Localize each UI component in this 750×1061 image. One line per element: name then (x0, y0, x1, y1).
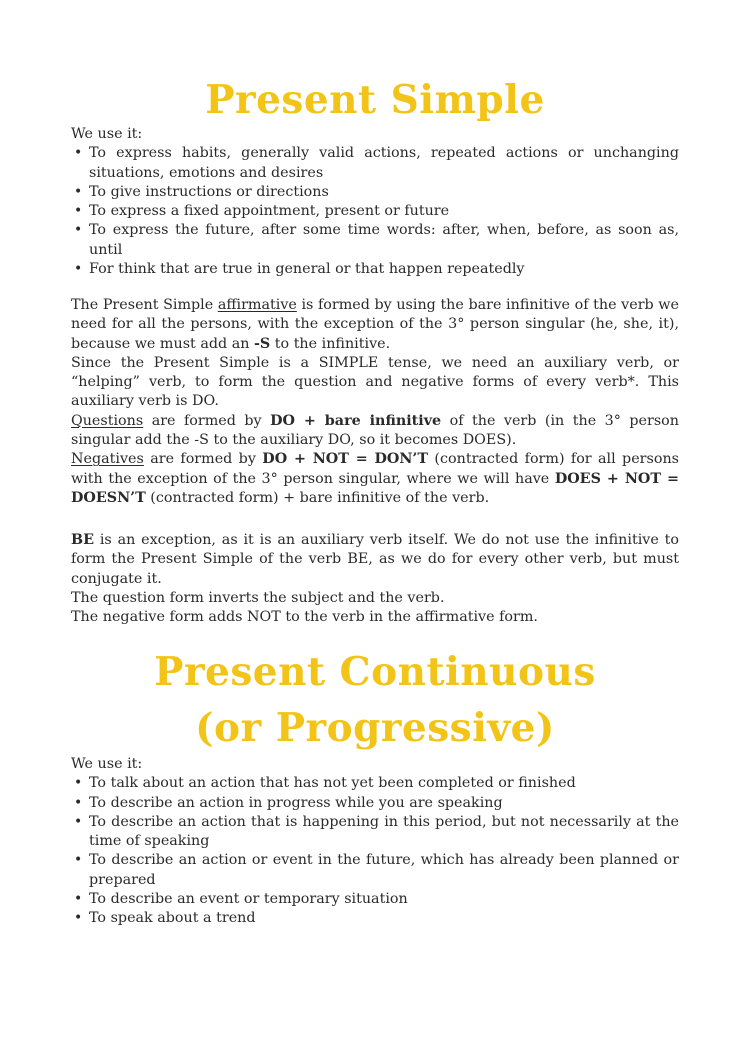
list-item: • To describe an action in progress while you are speaking (71, 794, 679, 813)
list-item: • To express the future, after some time words: after, when, before, as soon as, until (71, 221, 679, 260)
list-item: • To describe an action or event in the future, which has already been planned or prepared (71, 851, 679, 890)
present-simple-uses-list (71, 144, 679, 279)
auxiliary-paragraph: Since the Present Simple is a SIMPLE tense, we need an auxiliary verb, or “helping” verb, to form the question and negative forms of every verb*. This auxiliary verb is DO. (71, 354, 679, 410)
present-simple-title: Present Simple (205, 77, 545, 123)
list-item: • To express habits, generally valid actions, repeated actions or unchanging situations, emotions and desires (71, 144, 679, 183)
text-run: of the verb (in the 3° person singular add the -S to the auxiliary DO, so it becomes DOES). (71, 412, 679, 449)
be-paragraph (71, 531, 679, 589)
list-item: • To express a fixed appointment, present or future (71, 202, 679, 221)
text-run: is an exception, as it is an auxiliary verb itself. We do not use the infinitive to form the Present Simple of the verb BE, as we do for every other verb, but must conjugate it. (71, 532, 679, 587)
list-item: • To describe an event or temporary situation (71, 890, 679, 909)
negative-third-person-formula: DOES + NOT = DOESN’T (71, 470, 679, 506)
present-continuous-uses-section (71, 755, 679, 929)
questions-term: Questions (71, 412, 144, 429)
text-run: is formed by using the bare infinitive of the verb we need for all the persons, with the exception of the 3° person singular (he, she, it), because we must add an (71, 297, 679, 352)
be-exception-section (71, 531, 679, 627)
negatives-paragraph (71, 450, 679, 508)
negatives-term: Negatives (71, 451, 144, 468)
question-formula: DO + bare infinitive (270, 412, 442, 429)
present-simple-uses-section (71, 125, 679, 279)
questions-paragraph (71, 412, 679, 451)
list-item: • To talk about an action that has not yet been completed or finished (71, 774, 679, 793)
present-continuous-uses-list (71, 774, 679, 928)
present-continuous-title-line2: (or Progressive) (195, 705, 555, 751)
present-simple-formation-section (71, 296, 679, 508)
list-item: • For think that are true in general or that happen repeatedly (71, 260, 679, 279)
be-term: BE (71, 532, 94, 548)
present-continuous-title-line1: Present Continuous (154, 649, 596, 695)
present-continuous-title (71, 644, 679, 756)
negative-formula: DO + NOT = DON’T (262, 451, 429, 468)
be-question-line: The question form inverts the subject and the verb. (71, 589, 445, 606)
list-item: • To give instructions or directions (71, 183, 679, 202)
affirmative-paragraph (71, 296, 679, 354)
text-run: (contracted form) for all persons with the exception of the 3° person singular, where we will have (71, 451, 679, 487)
text-run: to the infinitive. (270, 335, 391, 352)
present-continuous-intro: We use it: (71, 756, 143, 772)
be-negative-line: The negative form adds NOT to the verb in the affirmative form. (71, 609, 538, 626)
text-run: The Present Simple (71, 297, 218, 313)
list-item: • To describe an action that is happening in this period, but not necessarily at the time of speaking (71, 813, 679, 852)
list-item: • To speak about a trend (71, 909, 679, 928)
s-suffix: -S (253, 335, 271, 352)
text-run: (contracted form) + bare infinitive of the verb. (145, 489, 490, 506)
text-run: are formed by (143, 451, 263, 468)
present-simple-intro: We use it: (71, 126, 143, 142)
affirmative-term: affirmative (217, 297, 297, 313)
text-run: are formed by (143, 412, 271, 429)
